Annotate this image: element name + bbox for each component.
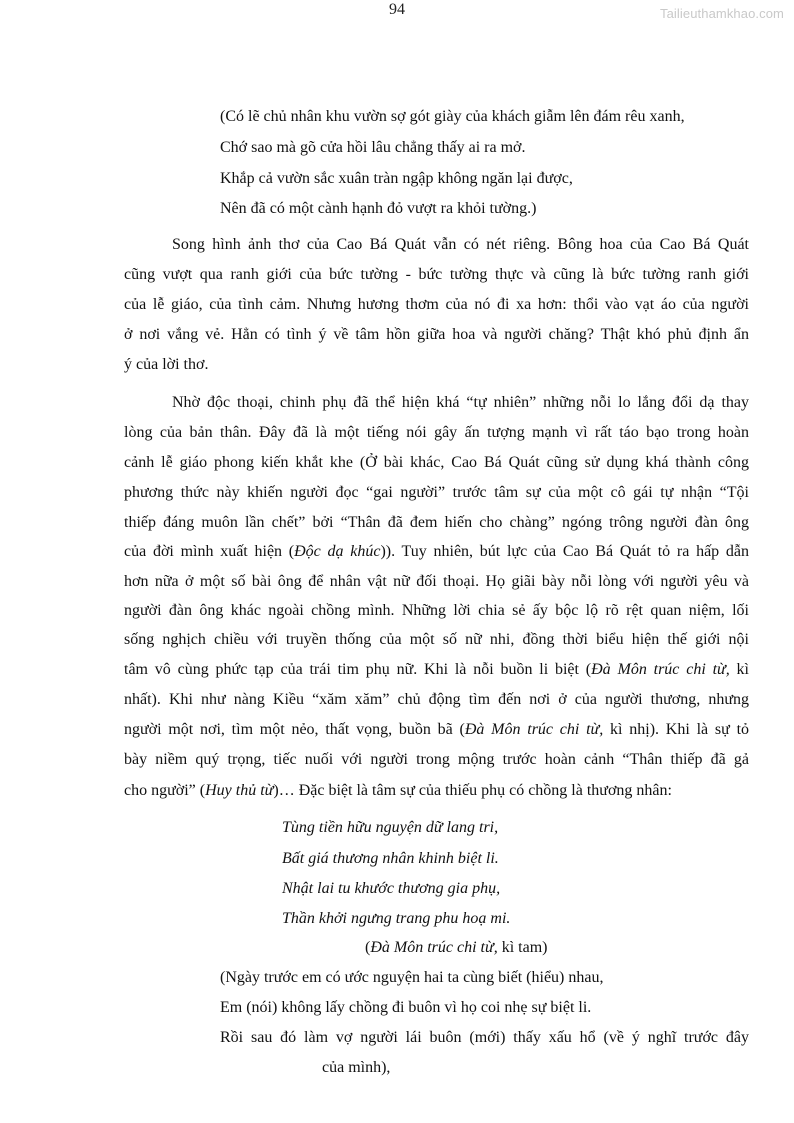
text-run: kì tam)	[497, 939, 548, 956]
watermark: Tailieuthamkhao.com	[659, 6, 784, 21]
paragraph-line: ý của lời thơ.	[124, 356, 209, 373]
paragraph-line: người đàn ông khác ngoài chồng mình. Những lời chia sẻ ấy bộc lộ rõ rệt quan niệm, lối	[124, 602, 749, 619]
text-run: tâm vô cùng phức tạp của trái tim phụ nữ. Khi là nỗi buồn li biệt (	[124, 661, 592, 678]
quote-line: Em (nói) không lấy chồng đi buôn vì họ coi nhẹ sự biệt li.	[220, 999, 592, 1016]
text-run: kì nhị). Khi là sự tỏ	[603, 721, 750, 738]
paragraph-line: hơn nữa ở một số bài ông để nhân vật nữ đối thoại. Họ giãi bày nỗi lòng với người yêu và	[124, 573, 749, 590]
text-run: cho người” (	[124, 782, 206, 799]
text-run: )… Đặc biệt là tâm sự của thiếu phụ có chồng là thương nhân:	[273, 782, 672, 799]
text-run: )). Tuy nhiên, bút lực của Cao Bá Quát tỏ ra hấp dẫn	[380, 543, 750, 560]
poem-line: Bất giá thương nhân khinh biệt li.	[282, 850, 499, 867]
paragraph-line: nhất). Khi như nàng Kiều “xăm xăm” chủ động tìm đến nơi ở của người thương, nhưng	[124, 691, 749, 708]
paragraph-line	[124, 720, 749, 740]
work-title: Đà Môn trúc chi từ,	[591, 661, 730, 678]
paragraph-line	[124, 542, 749, 562]
quote-line: Nên đã có một cành hạnh đỏ vượt ra khỏi tường.)	[220, 200, 537, 217]
poem-line: Nhật lai tu khước thương gia phụ,	[282, 880, 501, 897]
paragraph-line: cảnh lễ giáo phong kiến khắt khe (Ở bài khác, Cao Bá Quát cũng sử dụng khá thành công	[124, 454, 749, 471]
paragraph-line: Nhờ độc thoại, chinh phụ đã thể hiện khá “tự nhiên” những nỗi lo lắng đổi dạ thay	[172, 394, 749, 411]
text-run: người một nơi, tìm một nẻo, thất vọng, buồn bã (	[124, 721, 465, 738]
text-run: của đời mình xuất hiện (	[124, 543, 295, 560]
work-title: Huy thủ từ	[205, 782, 274, 799]
poem-source	[365, 938, 547, 958]
work-title: Đà Môn trúc chi từ,	[464, 721, 604, 738]
quote-line: (Có lẽ chủ nhân khu vườn sợ gót giày của khách giẫm lên đám rêu xanh,	[220, 108, 685, 125]
poem-line: Tùng tiền hữu nguyện dữ lang tri,	[282, 819, 499, 836]
work-title: Độc dạ khúc	[294, 543, 381, 560]
paragraph-line: ở nơi vắng vẻ. Hẳn có tình ý về tâm hồn giữa hoa và người chăng? Thật khó phủ định ẩn	[124, 326, 749, 343]
text-run: kì	[729, 661, 750, 678]
text-run: (	[365, 939, 371, 956]
quote-line: của mình),	[322, 1059, 391, 1076]
paragraph-line: thiếp đáng muôn lần chết” bởi “Thân đã đem hiến cho chàng” ngóng trông người đàn ông	[124, 514, 749, 531]
quote-line: (Ngày trước em có ước nguyện hai ta cùng biết (hiểu) nhau,	[220, 969, 604, 986]
paragraph-line: phương thức này khiến người đọc “gai người” trước tâm sự của một cô gái tự nhận “Tội	[124, 484, 749, 501]
paragraph-line: sống nghịch chiều với truyền thống của một số nữ nhi, đồng thời biểu hiện thế giới nội	[124, 631, 749, 648]
page-number: 94	[389, 1, 405, 18]
paragraph-line: cũng vượt qua ranh giới của bức tường - bức tường thực và cũng là bức tường ranh giới	[124, 266, 749, 283]
paragraph-line: bày niềm quý trọng, tiếc nuối với người trong mộng trước hoàn cảnh “Thân thiếp đã gả	[124, 751, 749, 768]
work-title: Đà Môn trúc chi từ,	[370, 939, 498, 956]
paragraph-line: Song hình ảnh thơ của Cao Bá Quát vẫn có nét riêng. Bông hoa của Cao Bá Quát	[172, 236, 749, 253]
paragraph-line	[124, 660, 749, 680]
quote-line: Rồi sau đó làm vợ người lái buôn (mới) thấy xấu hổ (về ý nghĩ trước đây	[220, 1029, 749, 1046]
paragraph-line	[124, 781, 672, 801]
paragraph-line: lòng của bản thân. Đây đã là một tiếng nói gây ấn tượng mạnh vì rất táo bạo trong hoàn	[124, 424, 749, 441]
quote-line: Chớ sao mà gõ cửa hồi lâu chẳng thấy ai ra mở.	[220, 139, 526, 156]
paragraph-line: của lễ giáo, của tình cảm. Nhưng hương thơm của nó đi xa hơn: thổi vào vạt áo của người	[124, 296, 749, 313]
quote-line: Khắp cả vườn sắc xuân tràn ngập không ngăn lại được,	[220, 170, 573, 187]
poem-line: Thần khởi ngưng trang phu hoạ mi.	[282, 910, 511, 927]
